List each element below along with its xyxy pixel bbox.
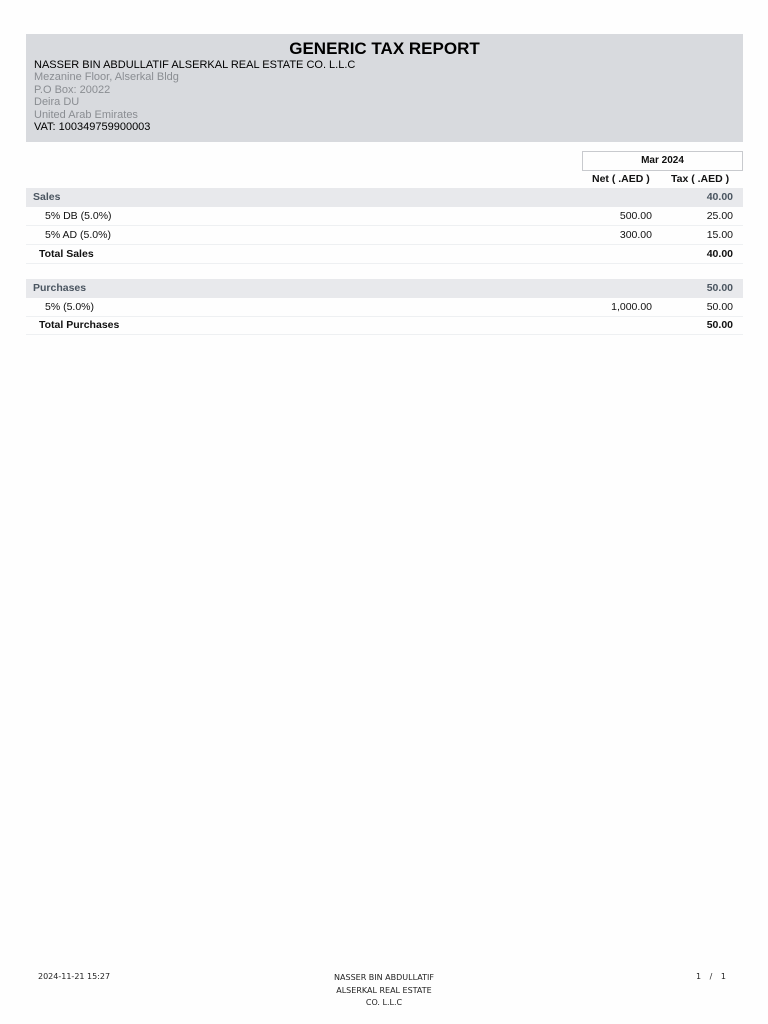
- vat-number: VAT: 100349759900003: [34, 121, 151, 133]
- total-label: Total Sales: [39, 248, 94, 260]
- address-line: Mezanine Floor, Alserkal Bldg: [34, 71, 179, 83]
- footer-datetime: 2024-11-21 15:27: [38, 972, 111, 981]
- report-header: [26, 34, 743, 142]
- total-pages: 1: [720, 972, 726, 981]
- footer-company: [314, 972, 454, 1010]
- footer-company-line: ALSERKAL REAL ESTATE: [336, 985, 432, 995]
- footer-company-line: CO. L.L.C: [365, 998, 403, 1007]
- tax-column-header: Tax ( .AED ): [671, 173, 730, 185]
- footer-company-line: NASSER BIN ABDULLATIF: [334, 973, 434, 982]
- current-page: 1: [696, 972, 702, 981]
- total-label: Total Purchases: [39, 319, 120, 331]
- total-tax: 50.00: [706, 319, 733, 331]
- tax-line-label: 5% (5.0%): [45, 301, 95, 313]
- total-tax: 40.00: [706, 248, 733, 260]
- tax-line-row[interactable]: [26, 298, 743, 317]
- tax-line-tax: 15.00: [706, 229, 733, 241]
- tax-line-row[interactable]: [26, 226, 743, 245]
- net-column-header: Net ( .AED ): [592, 173, 650, 185]
- tax-line-label: 5% AD (5.0%): [45, 229, 111, 241]
- section-tax: 50.00: [706, 282, 733, 294]
- address-line: P.O Box: 20022: [34, 83, 111, 96]
- address-line: United Arab Emirates: [34, 108, 138, 121]
- company-name: NASSER BIN ABDULLATIF ALSERKAL REAL ESTATE CO. L.L.C: [34, 59, 356, 71]
- tax-line-net: 1,000.00: [611, 301, 652, 313]
- address-line: Deira DU: [34, 96, 80, 108]
- tax-line-net: 500.00: [619, 210, 652, 222]
- report-title: GENERIC TAX REPORT: [289, 39, 480, 58]
- page-number: [696, 972, 726, 981]
- tax-line-tax: 50.00: [706, 301, 733, 313]
- tax-line-tax: 25.00: [706, 210, 733, 222]
- section-row-sales[interactable]: [26, 188, 743, 207]
- total-row-sales: [26, 245, 743, 264]
- tax-line-net: 300.00: [619, 229, 652, 241]
- section-tax: 40.00: [706, 191, 733, 203]
- section-row-purchases[interactable]: [26, 279, 743, 298]
- tax-line-label: 5% DB (5.0%): [45, 210, 112, 222]
- tax-line-row[interactable]: [26, 207, 743, 226]
- section-label: Sales: [33, 191, 61, 203]
- page-separator: /: [709, 972, 713, 981]
- period-header: Mar 2024: [582, 151, 743, 171]
- section-label: Purchases: [33, 282, 87, 294]
- total-row-purchases: [26, 316, 743, 335]
